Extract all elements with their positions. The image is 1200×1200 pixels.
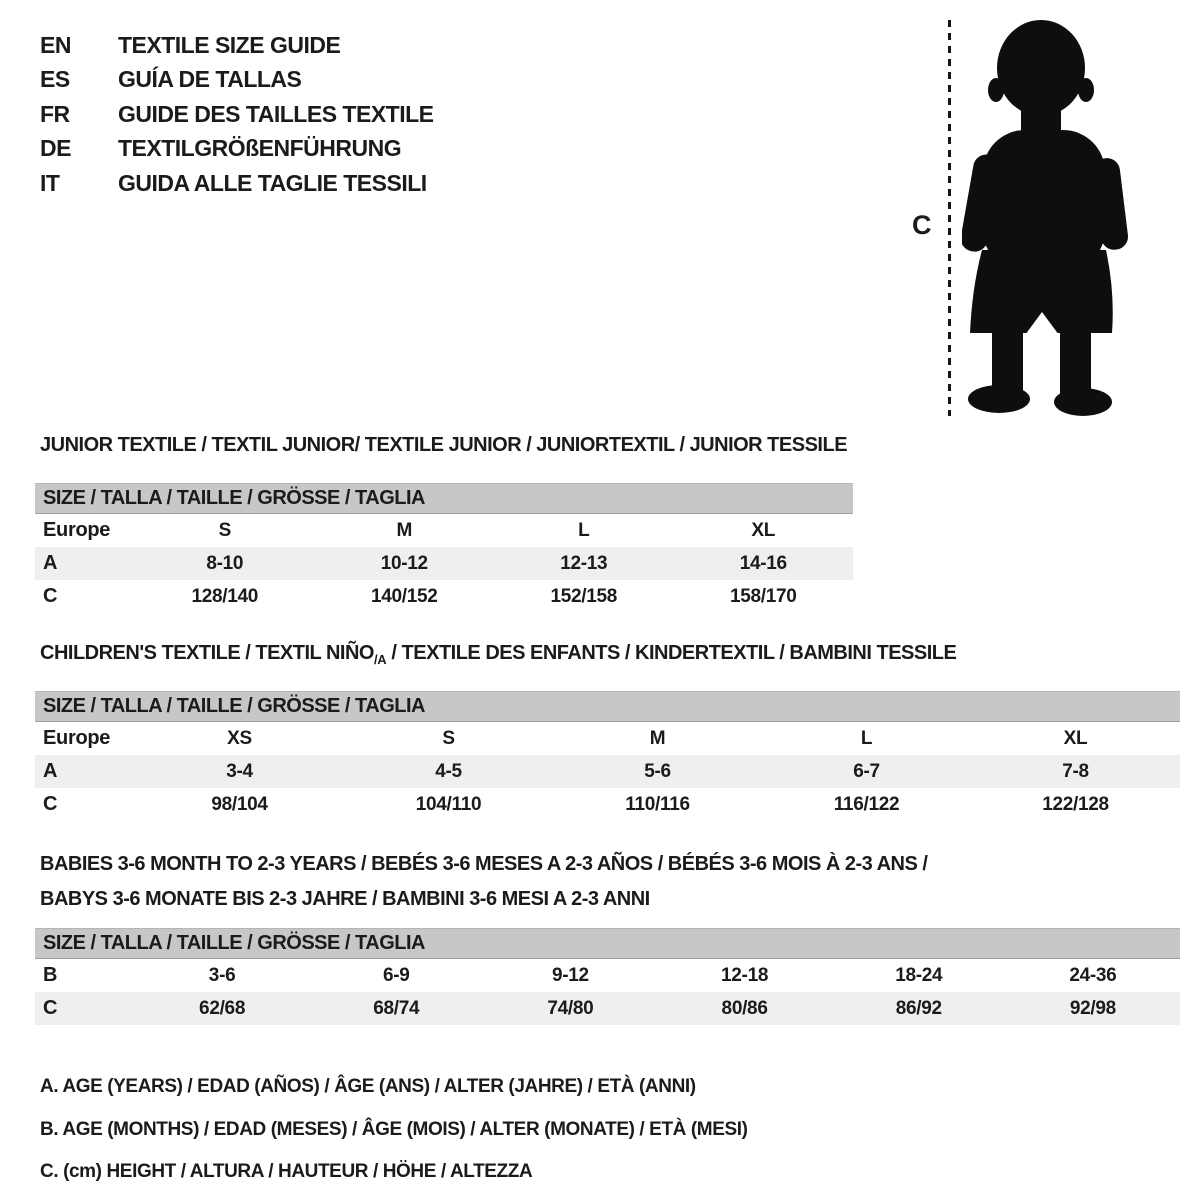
table-row [35,514,853,547]
age-cell: 10-12 [380,552,428,574]
row-label: Europe [43,727,111,749]
children-title-sub: /A [373,652,387,667]
row-label: C [43,793,58,815]
height-cell: 128/140 [191,585,259,607]
age-cell: 7-8 [1062,760,1089,782]
language-row-de [40,132,434,167]
table-row [35,755,1180,788]
language-code: FR [40,100,70,127]
table-row [35,580,853,613]
children-section-title [40,642,956,667]
age-cell: 18-24 [895,964,943,986]
height-cell: 74/80 [547,997,594,1019]
height-cell: 80/86 [721,997,768,1019]
age-cell: 3-4 [226,760,253,782]
language-label: GUIDA ALLE TAGLIE TESSILI [118,169,427,196]
height-cell: 116/122 [833,793,900,815]
age-cell: 12-13 [560,552,608,574]
size-cell: S [442,727,455,749]
language-label: GUIDE DES TAILLES TEXTILE [118,100,434,127]
height-cell: 62/68 [199,997,246,1019]
height-measure-dashed-line [948,20,951,416]
size-cell: M [396,519,413,541]
age-cell: 6-9 [382,964,410,986]
size-header-band: SIZE / TALLA / TAILLE / GRÖSSE / TAGLIA [35,928,1180,959]
height-cell: 122/128 [1042,793,1109,815]
age-cell: 5-6 [644,760,671,782]
row-label: A [43,760,58,782]
size-cell: L [860,727,873,749]
toddler-silhouette-icon [962,16,1138,423]
size-cell: L [578,519,590,541]
language-row-en [40,28,434,63]
table-row [35,722,1180,755]
age-cell: 6-7 [853,760,880,782]
language-code: DE [40,135,71,162]
children-title-pre: CHILDREN'S TEXTILE / TEXTIL NIÑO [40,642,374,664]
size-header-band: SIZE / TALLA / TAILLE / GRÖSSE / TAGLIA [35,691,1180,722]
language-label: TEXTILE SIZE GUIDE [118,31,341,58]
legend-line-c: C. (cm) HEIGHT / ALTURA / HAUTEUR / HÖHE / ALTEZZA [40,1161,533,1183]
language-row-es [40,63,434,98]
size-cell: M [649,727,666,749]
row-label: Europe [43,519,111,541]
age-cell: 14-16 [739,552,787,574]
legend-line-a: A. AGE (YEARS) / EDAD (AÑOS) / ÂGE (ANS) / ALTER (JAHRE) / ETÀ (ANNI) [40,1076,696,1098]
age-cell: 24-36 [1069,964,1117,986]
age-cell: 3-6 [208,964,236,986]
height-cell: 110/116 [625,793,690,815]
age-cell: 9-12 [552,964,589,986]
size-header-band: SIZE / TALLA / TAILLE / GRÖSSE / TAGLIA [35,483,853,514]
size-cell: XL [751,519,776,541]
row-label: B [43,964,58,986]
table-row [35,547,853,580]
legend-line-b: B. AGE (MONTHS) / EDAD (MESES) / ÂGE (MOIS) / ALTER (MONATE) / ETÀ (MESI) [40,1118,748,1140]
language-label: GUÍA DE TALLAS [118,66,302,93]
children-size-table [35,691,1180,821]
language-row-fr [40,97,434,132]
language-label: TEXTILGRÖßENFÜHRUNG [118,135,402,162]
row-label: A [43,552,58,574]
height-cell: 140/152 [370,585,438,607]
height-cell: 92/98 [1069,997,1116,1019]
language-title-list [40,28,434,201]
babies-size-table [35,928,1180,1025]
language-code: ES [40,66,70,93]
children-title-post: / TEXTILE DES ENFANTS / KINDERTEXTIL / BAMBINI TESSILE [386,642,957,664]
language-code: IT [40,169,60,196]
babies-section-title [40,847,927,917]
size-cell: XL [1063,727,1088,749]
table-row [35,992,1180,1025]
size-cell: S [218,519,231,541]
table-row [35,959,1180,992]
height-measure-label: C [912,210,932,240]
junior-section-title: JUNIOR TEXTILE / TEXTIL JUNIOR/ TEXTILE JUNIOR / JUNIORTEXTIL / JUNIOR TESSILE [40,434,848,456]
size-cell: XS [227,727,252,749]
height-cell: 98/104 [211,793,268,815]
height-cell: 86/92 [895,997,942,1019]
junior-size-table [35,483,853,613]
language-code: EN [40,31,71,58]
babies-title-line1: BABIES 3-6 MONTH TO 2-3 YEARS / BEBÉS 3-6 MESES A 2-3 AÑOS / BÉBÉS 3-6 MOIS À 2-3 ANS / [40,853,928,875]
age-cell: 4-5 [435,760,462,782]
legend [40,1066,748,1194]
language-row-it [40,166,434,201]
height-cell: 158/170 [729,585,797,607]
height-cell: 68/74 [373,997,420,1019]
age-cell: 8-10 [206,552,244,574]
row-label: C [43,585,58,607]
row-label: C [43,997,58,1019]
age-cell: 12-18 [721,964,769,986]
table-row [35,788,1180,821]
babies-title-line2: BABYS 3-6 MONATE BIS 2-3 JAHRE / BAMBINI 3-6 MESI A 2-3 ANNI [40,888,650,910]
height-cell: 152/158 [550,585,618,607]
height-cell: 104/110 [415,793,482,815]
